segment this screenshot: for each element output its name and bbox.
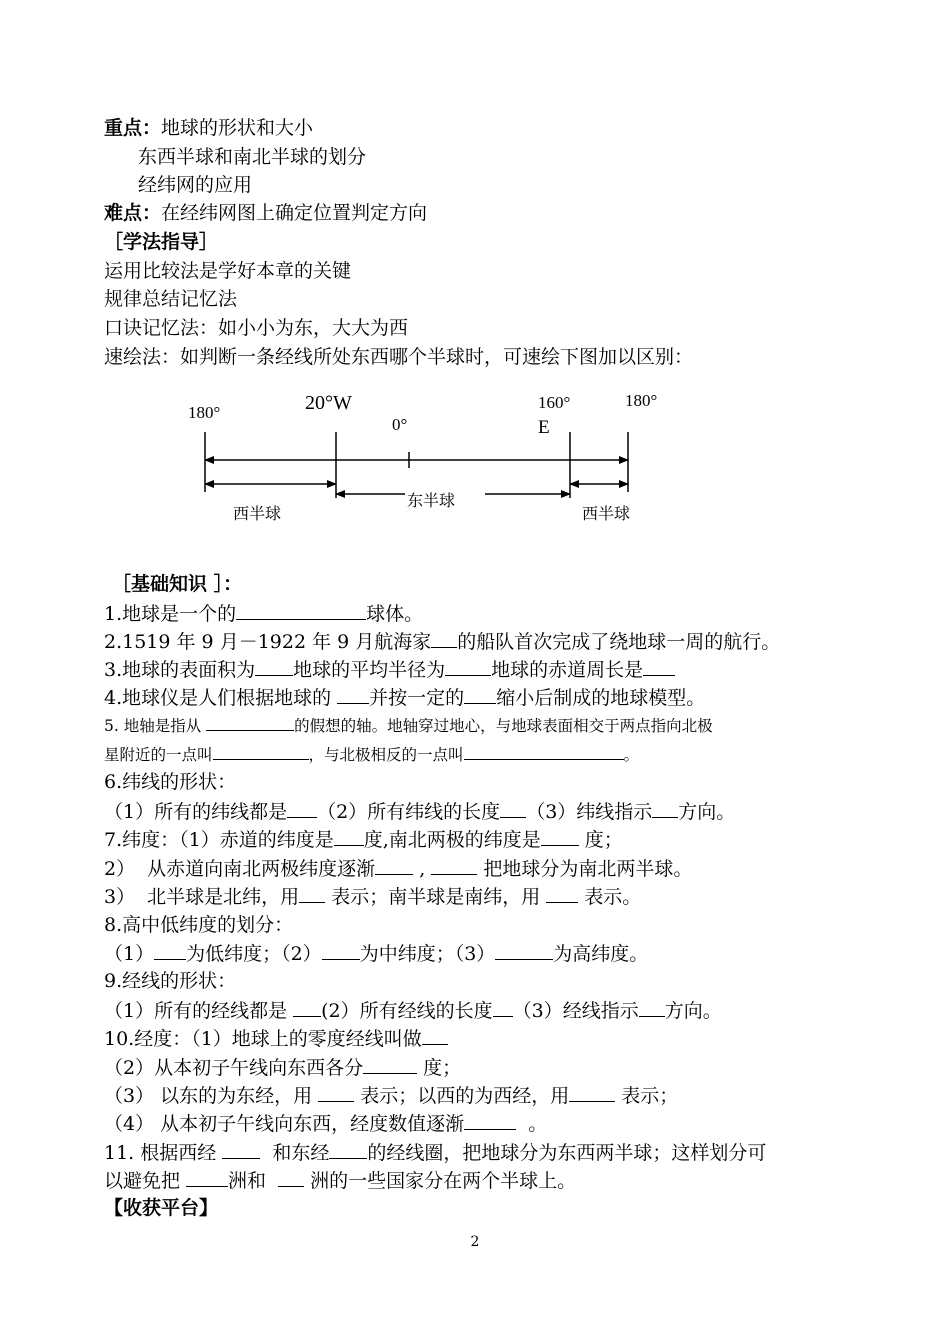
label-west-left: 西半球 [233,504,282,523]
question-9: （1）所有的经线都是 (2）所有经线的长度 （3）经线指示 方向。 [104,1000,722,1022]
answer-blank[interactable] [464,1111,516,1130]
method-item: 规律总结记忆法 [104,288,238,310]
answer-blank[interactable] [322,941,360,960]
key-points-label: 重点： [104,117,162,139]
question-6: （1）所有的纬线都是 （2）所有纬线的长度 （3）纬线指示 方向。 [104,801,736,823]
method-item: 速绘法：如判断一条经线所处东西哪个半球时，可速绘下图加以区别： [104,346,694,368]
question-10-part4: （4） 从本初子午线向东西，经度数值逐渐 。 [104,1113,548,1135]
answer-blank[interactable] [363,1055,417,1074]
question-11-cont: 以避免把 洲和 洲的一些国家分在两个半球上。 [104,1170,577,1192]
answer-blank[interactable] [293,998,321,1017]
question-8-title: 8.高中低纬度的划分： [104,914,294,936]
question-7: 7.纬度：（1）赤道的纬度是 度,南北两极的纬度是 度； [104,829,623,851]
question-10: 10.经度：（1）地球上的零度经线叫做 [104,1026,448,1051]
question-11: 11. 根据西经 和东经 的经线圈，把地球分为东西两半球；这样划分可 [104,1142,767,1164]
method-item: 口诀记忆法：如小小为东，大大为西 [104,317,409,339]
answer-blank[interactable] [493,998,513,1017]
answer-blank[interactable] [639,998,665,1017]
difficulty-text: 在经纬网图上确定位置判定方向 [161,202,428,224]
answer-blank[interactable] [154,941,186,960]
answer-blank[interactable] [337,685,369,704]
hemisphere-diagram [185,388,685,528]
answer-blank[interactable] [222,1140,260,1159]
label-east: 东半球 [407,491,456,510]
label-right-180: 180° [625,391,658,410]
answer-blank[interactable] [255,657,293,676]
answer-blank[interactable] [431,629,457,648]
answer-blank[interactable] [318,1083,354,1102]
answer-blank[interactable] [334,827,364,846]
question-1: 1.地球是一个的 球体。 [104,603,424,625]
key-points-line [104,116,313,140]
answer-blank[interactable] [213,744,309,760]
answer-blank[interactable] [287,799,317,818]
key-point-2: 东西半球和南北半球的划分 [138,146,367,168]
answer-blank[interactable] [329,1140,367,1159]
difficulty-line [104,201,427,225]
question-6-title: 6.纬线的形状： [104,771,237,793]
question-2: 2.1519 年 9 月－1922 年 9 月航海家 的船队首次完成了绕地球一周的航行。 [104,631,781,653]
label-160-e: E [538,417,550,438]
label-20w: 20°W [305,392,352,414]
label-160-top: 160° [538,393,571,412]
method-item: 运用比较法是学好本章的关键 [104,260,352,282]
label-west-right: 西半球 [582,504,631,523]
answer-blank[interactable] [422,1026,448,1045]
question-5: 5. 地轴是指从 的假想的轴。地轴穿过地心，与地球表面相交于两点指向北极 [104,717,713,735]
answer-blank[interactable] [431,856,477,875]
question-10-part2: （2）从本初子午线向东西各分 度； [104,1057,462,1079]
question-7-part2: 2） 从赤道向南北两极纬度逐渐 , 把地球分为南北两半球。 [104,858,693,880]
answer-blank[interactable] [206,715,294,731]
page-number: 2 [470,1234,480,1250]
question-5-cont: 星附近的一点叫 ，与北极相反的一点叫 。 [104,746,640,764]
method-heading: ［学法指导］ [104,231,219,253]
key-point-3: 经纬网的应用 [138,174,253,196]
answer-blank[interactable] [186,1168,228,1187]
answer-blank[interactable] [500,799,526,818]
label-zero: 0° [392,415,408,434]
answer-blank[interactable] [445,657,491,676]
harvest-heading: 【收获平台】 [104,1197,219,1219]
answer-blank[interactable] [652,799,678,818]
key-point-1: 地球的形状和大小 [161,117,314,139]
question-10-part3: （3） 以东的为东经，用 表示；以西的为西经，用 表示； [104,1085,679,1107]
question-8: （1） 为低纬度；（2） 为中纬度；（3） 为高纬度。 [104,943,649,965]
answer-blank[interactable] [278,1168,304,1187]
question-4: 4.地球仪是人们根据地球的 并按一定的 缩小后制成的地球模型。 [104,687,706,709]
answer-blank[interactable] [495,941,553,960]
answer-blank[interactable] [546,884,578,903]
question-9-title: 9.经线的形状： [104,970,237,992]
question-7-part3: 3） 北半球是北纬，用 表示；南半球是南纬，用 表示。 [104,886,642,908]
answer-blank[interactable] [375,856,413,875]
question-3: 3.地球的表面积为 地球的平均半径为 地球的赤道周长是 [104,657,675,682]
answer-blank[interactable] [464,744,624,760]
answer-blank[interactable] [299,884,325,903]
answer-blank[interactable] [569,1083,615,1102]
label-left-180: 180° [188,403,221,422]
answer-blank[interactable] [464,685,496,704]
difficulty-label: 难点： [104,202,162,224]
basics-heading: ［基础知识 ］： [112,573,243,595]
answer-blank[interactable] [541,827,579,846]
answer-blank[interactable] [643,657,675,676]
answer-blank[interactable] [236,601,366,620]
